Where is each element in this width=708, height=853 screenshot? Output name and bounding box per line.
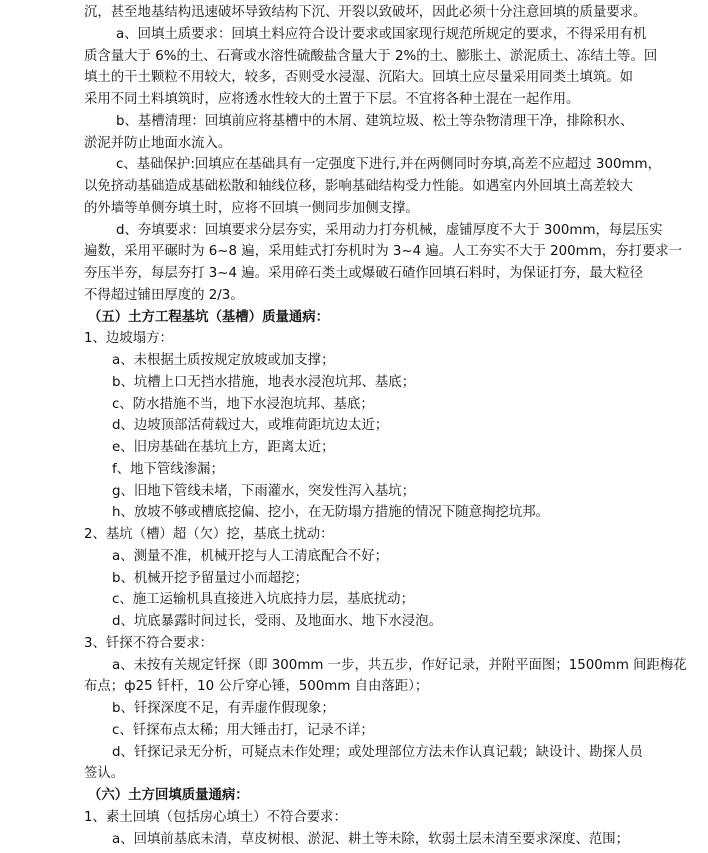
text-line: 以免挤动基础造成基础松散和轴线位移，影响基础结构受力性能。如遇室内外回填土高差较大: [84, 179, 634, 194]
text-line: 遍数，采用平碾时为 6~8 遍，采用蛙式打夯机时为 3~4 遍。人工夯实不大于 200mm，夯打要求一: [84, 244, 683, 260]
section-heading: （六）土方回填质量通病：: [88, 788, 249, 803]
text-line: a、回填前基底未清，草皮树根、淤泥、耕土等未除，软弱土层未清至要求深度、范围；: [112, 831, 630, 847]
text-line: c、施工运输机具直接进入坑底持力层，基底扰动；: [112, 592, 414, 608]
text-line: 1、边坡塌方：: [84, 331, 173, 347]
text-line: d、坑底暴露时间过长，受雨、及地面水、地下水浸泡。: [112, 614, 442, 629]
text-line: a、测量不准，机械开挖与人工清底配合不好；: [112, 548, 389, 564]
text-line: 签认。: [84, 766, 125, 782]
text-line: 夯压半夯，每层夯打 3~4 遍。采用碎石类土或爆破石碴作回填石料时，为保证打夯，最大粒径: [84, 266, 644, 281]
text-line: e、旧房基础在基坑上方，距离太近；: [112, 440, 335, 455]
text-line: g、旧地下管线未堵，下雨灌水，突发性泻入基坑；: [112, 483, 416, 499]
text-line: 沉，甚至地基结构迅速破坏导致结构下沉、开裂以致破坏，因此必须十分注意回填的质量要求。: [84, 5, 647, 20]
text-line: 布点；ф25 钎杆，10 公斤穿心锤，500mm 自由落距）；: [84, 679, 429, 695]
text-line: 2、基坑（槽）超（欠）挖，基底土扰动：: [84, 527, 334, 542]
text-line: b、坑槽上口无挡水措施，地表水浸泡坑邦、基底；: [112, 374, 416, 390]
text-line: a、回填土质要求：回填土料应符合设计要求或国家现行规范所规定的要求，不得采用有机: [116, 26, 647, 42]
text-line: a、未按有关规定钎探（即 300mm 一步，共五步，作好记录，并附平面图；1500mm 间距梅花: [112, 657, 687, 673]
text-line: 淤泥并防止地面水流入。: [84, 135, 232, 151]
text-line: 采用不同土料填筑时，应将透水性较大的土置于下层。不宜将各种土混在一起作用。: [84, 92, 580, 107]
text-line: d、边坡顶部活荷载过大，或堆荷距坑边太近；: [112, 418, 389, 434]
text-line: f、地下管线渗漏；: [112, 461, 224, 477]
text-line: d、夯填要求：回填要求分层夯实，采用动力打夯机械，虚铺厚度不大于 300mm，每层压实: [116, 222, 663, 238]
text-line: 3、钎探不符合要求：: [84, 635, 214, 651]
text-line: 质含量大于 6%的土、石膏或水溶性硫酸盐含量大于 2%的土、膨胀土、淤泥质土、冻结土等。回: [84, 48, 658, 64]
text-line: a、未根据土质按规定放坡或加支撑；: [112, 353, 335, 368]
section-heading: （五）土方工程基坑（基槽）质量通病：: [88, 309, 330, 325]
text-line: c、钎探布点太稀；用大锤击打，记录不详；: [112, 722, 374, 738]
text-line: d、钎探记录无分析，可疑点未作处理；或处理部位方法未作认真记载；缺设计、勘探人员: [112, 744, 643, 760]
text-line: h、放坡不够或槽底挖偏、挖小，在无防塌方措施的情况下随意掏挖坑邦。: [112, 505, 549, 521]
text-line: b、机械开挖予留量过小而超挖；: [112, 570, 308, 586]
text-line: 填土的干土颗粒不用较大，较多，否则受水浸湿、沉陷大。回填土应尽量采用同类土填筑。如: [84, 70, 634, 86]
text-line: 1、素土回填（包括房心填土）不符合要求：: [84, 809, 347, 825]
text-line: b、基槽清理：回填前应将基槽中的木屑、建筑垃圾、松土等杂物清理干净，排除积水、: [116, 113, 634, 129]
text-line: c、防水措施不当，地下水浸泡坑邦、基底；: [112, 396, 374, 412]
text-line: 的外墙等单侧夯填土时，应将不回填一侧同步加侧支撑。: [84, 200, 419, 216]
text-line: b、钎探深度不足，有弄虚作假现象；: [112, 701, 335, 716]
text-line: 不得超过铺田厚度的 2/3。: [84, 287, 244, 303]
text-line: c、基础保护:回填应在基础具有一定强度下进行,并在两侧同时夯填,高差不应超过 300mm，: [116, 157, 661, 173]
